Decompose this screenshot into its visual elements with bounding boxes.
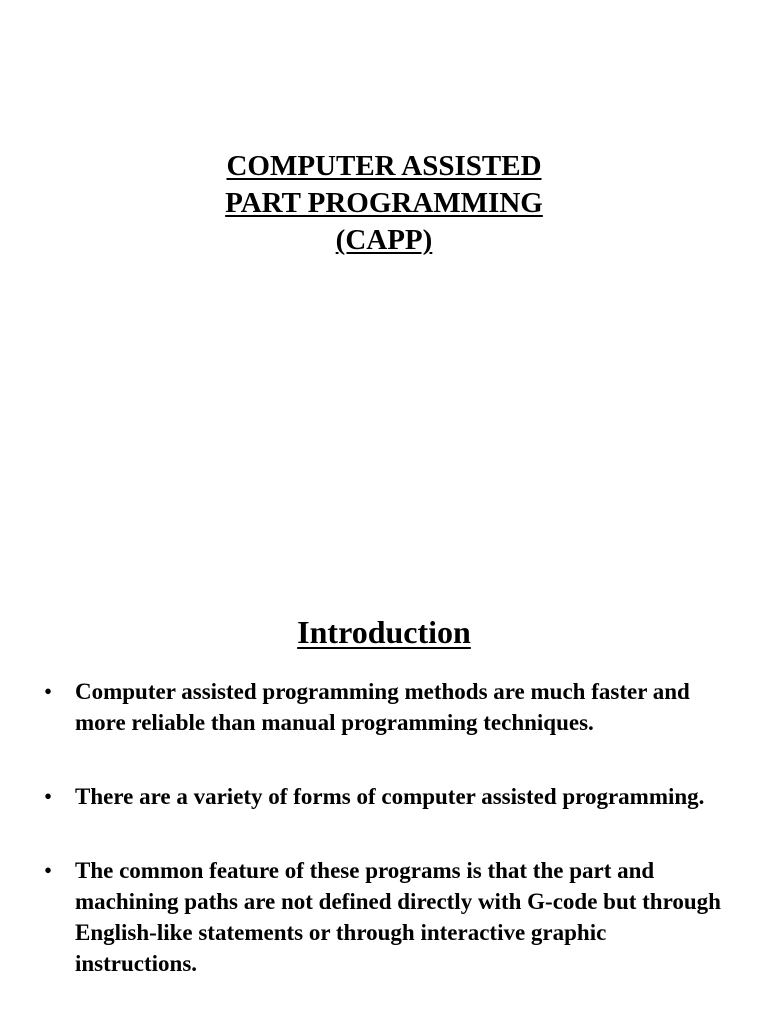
bullet-dot-icon: •: [44, 858, 53, 883]
bullet-dot-icon: •: [44, 679, 53, 704]
bullet-item: [0, 855, 768, 979]
introduction-heading: Introduction: [297, 614, 471, 650]
title-line-2: PART PROGRAMMING: [225, 187, 543, 219]
introduction-bullet-list: [0, 676, 768, 1022]
bullet-item: [0, 781, 768, 812]
title-line-3: (CAPP): [335, 224, 433, 256]
bullet-item: [0, 676, 768, 738]
bullet-text: The common feature of these programs is that the part and machining paths are not defined directly with G-code but through English-like statements or through interactive graphic instructions.: [75, 858, 721, 976]
title-line-1: COMPUTER ASSISTED: [226, 150, 542, 182]
bullet-text: Computer assisted programming methods are much faster and more reliable than manual programming techniques.: [75, 679, 690, 735]
bullet-text: There are a variety of forms of computer assisted programming.: [75, 784, 705, 809]
document-title: [0, 148, 768, 259]
bullet-dot-icon: •: [44, 784, 53, 809]
